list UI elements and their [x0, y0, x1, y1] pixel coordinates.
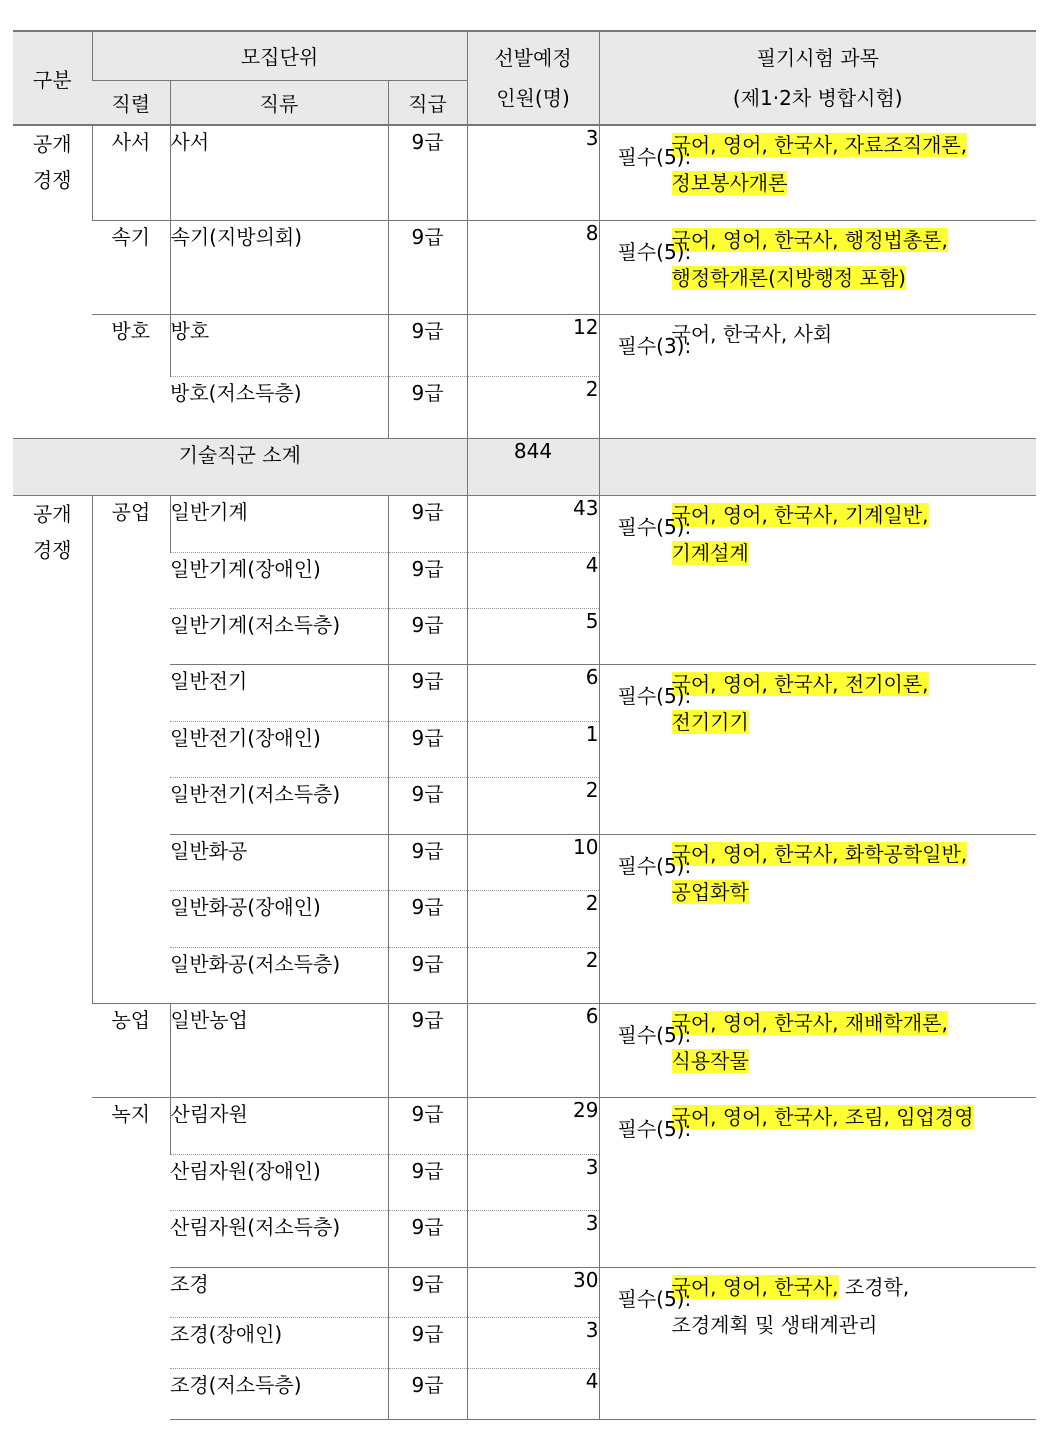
subject-prefix: 필수(5): — [617, 1116, 692, 1141]
grade-cell: 9급 — [388, 1154, 467, 1210]
subject-highlight: 공업화학 — [671, 879, 749, 904]
header-count-line1: 선발예정 — [494, 46, 572, 70]
count-cell: 3 — [467, 1210, 599, 1267]
grade-cell: 9급 — [388, 1368, 467, 1419]
subject-highlight: 전기기기 — [671, 709, 749, 734]
subject-cell — [599, 1097, 1036, 1267]
grade-cell: 9급 — [388, 834, 467, 890]
category-cell: 일반전기 — [170, 664, 388, 721]
header-unit: 모집단위 — [92, 31, 467, 80]
series-cell: 농업 — [92, 1003, 170, 1097]
subject-highlight: 국어, 영어, 한국사, 행정법총론, — [671, 227, 948, 252]
category-cell: 일반농업 — [170, 1003, 388, 1097]
count-cell: 29 — [467, 1097, 599, 1154]
gubun-line1: 공개 — [32, 501, 72, 526]
subject-text: 국어, 한국사, 사회 — [671, 321, 833, 346]
grade-cell: 9급 — [388, 1003, 467, 1097]
subject-cell — [599, 1267, 1036, 1419]
category-cell: 조경(장애인) — [170, 1317, 388, 1368]
subject-highlight: 국어, 영어, 한국사, 화학공학일반, — [671, 841, 968, 866]
category-cell: 일반화공(장애인) — [170, 890, 388, 947]
table-row — [13, 1097, 1036, 1154]
subject-prefix: 필수(5): — [617, 853, 692, 878]
gubun-cell — [13, 495, 92, 1419]
subject-highlight: 정보봉사개론 — [671, 171, 788, 195]
subject-prefix: 필수(5): — [617, 145, 692, 169]
grade-cell: 9급 — [388, 1317, 467, 1368]
grade-cell: 9급 — [388, 125, 467, 220]
grade-cell: 9급 — [388, 1210, 467, 1267]
category-cell: 방호 — [170, 314, 388, 376]
category-cell: 방호(저소득층) — [170, 376, 388, 438]
grade-cell: 9급 — [388, 220, 467, 314]
subject-prefix: 필수(5): — [617, 1022, 692, 1047]
subject-text: 조경계획 및 생태계관리 — [671, 1312, 878, 1337]
subject-highlight: 국어, 영어, 한국사, 전기이론, — [671, 671, 929, 696]
header-gubun: 구분 — [13, 31, 92, 125]
gubun-cell — [13, 125, 92, 438]
grade-cell: 9급 — [388, 947, 467, 1003]
series-cell: 사서 — [92, 125, 170, 220]
recruitment-table — [13, 30, 1036, 1420]
series-cell: 방호 — [92, 314, 170, 438]
grade-cell: 9급 — [388, 721, 467, 777]
subject-prefix: 필수(5): — [617, 683, 692, 708]
subject-cell — [599, 495, 1036, 664]
header-subject-line1: 필기시험 과목 — [756, 46, 879, 70]
count-cell: 43 — [467, 495, 599, 552]
gubun-line2: 경쟁 — [32, 537, 72, 562]
subject-prefix: 필수(5): — [617, 514, 692, 539]
count-cell: 1 — [467, 721, 599, 777]
count-cell: 6 — [467, 664, 599, 721]
category-cell: 일반기계(저소득층) — [170, 608, 388, 664]
count-cell: 3 — [467, 1154, 599, 1210]
grade-cell: 9급 — [388, 608, 467, 664]
count-cell: 4 — [467, 552, 599, 608]
table-row — [13, 125, 1036, 220]
series-cell: 녹지 — [92, 1097, 170, 1419]
count-cell: 3 — [467, 1317, 599, 1368]
subtotal-count: 844 — [467, 438, 599, 495]
grade-cell: 9급 — [388, 664, 467, 721]
subject-highlight: 국어, 영어, 한국사, 조림, 임업경영 — [671, 1104, 974, 1129]
count-cell: 3 — [467, 125, 599, 220]
grade-cell: 9급 — [388, 376, 467, 438]
header-count-line2: 인원(명) — [496, 86, 570, 110]
subject-cell — [599, 125, 1036, 220]
subject-highlight: 식용작물 — [671, 1048, 749, 1073]
series-cell: 속기 — [92, 220, 170, 314]
category-cell: 일반전기(저소득층) — [170, 777, 388, 834]
count-cell: 10 — [467, 834, 599, 890]
header-series: 직렬 — [92, 80, 170, 125]
header-count — [467, 31, 599, 125]
count-cell: 4 — [467, 1368, 599, 1419]
subject-highlight: 국어, 영어, 한국사, 재배학개론, — [671, 1010, 948, 1035]
subject-cell — [599, 1003, 1036, 1097]
count-cell: 2 — [467, 777, 599, 834]
gubun-line1: 공개 — [32, 132, 72, 156]
category-cell: 조경 — [170, 1267, 388, 1317]
count-cell: 2 — [467, 947, 599, 1003]
grade-cell: 9급 — [388, 1267, 467, 1317]
grade-cell: 9급 — [388, 890, 467, 947]
category-cell: 산림자원(저소득층) — [170, 1210, 388, 1267]
table-row — [13, 1003, 1036, 1097]
subject-cell — [599, 314, 1036, 438]
table-row — [13, 220, 1036, 314]
count-cell: 6 — [467, 1003, 599, 1097]
count-cell: 2 — [467, 890, 599, 947]
category-cell: 일반화공(저소득층) — [170, 947, 388, 1003]
subtotal-empty — [599, 438, 1036, 495]
grade-cell: 9급 — [388, 314, 467, 376]
gubun-line2: 경쟁 — [32, 168, 72, 192]
category-cell: 산림자원(장애인) — [170, 1154, 388, 1210]
series-cell: 공업 — [92, 495, 170, 1003]
count-cell: 12 — [467, 314, 599, 376]
grade-cell: 9급 — [388, 1097, 467, 1154]
count-cell: 8 — [467, 220, 599, 314]
category-cell: 일반기계(장애인) — [170, 552, 388, 608]
subtotal-row — [13, 438, 1036, 495]
subject-cell — [599, 664, 1036, 834]
table-row — [13, 314, 1036, 376]
grade-cell: 9급 — [388, 777, 467, 834]
category-cell: 일반기계 — [170, 495, 388, 552]
grade-cell: 9급 — [388, 552, 467, 608]
category-cell: 일반전기(장애인) — [170, 721, 388, 777]
category-cell: 조경(저소득층) — [170, 1368, 388, 1419]
subject-prefix: 필수(3): — [617, 333, 692, 358]
count-cell: 2 — [467, 376, 599, 438]
count-cell: 30 — [467, 1267, 599, 1317]
subject-cell — [599, 834, 1036, 1003]
subject-highlight: 국어, 영어, 한국사, 기계일반, — [671, 502, 929, 527]
table-row — [13, 495, 1036, 552]
header-grade: 직급 — [388, 80, 467, 125]
subject-text: 조경학, — [838, 1274, 910, 1299]
count-cell: 5 — [467, 608, 599, 664]
category-cell: 산림자원 — [170, 1097, 388, 1154]
category-cell: 사서 — [170, 125, 388, 220]
subject-highlight: 행정학개론(지방행정 포함) — [671, 265, 906, 290]
grade-cell: 9급 — [388, 495, 467, 552]
header-subject — [599, 31, 1036, 125]
category-cell: 속기(지방의회) — [170, 220, 388, 314]
subject-highlight: 국어, 영어, 한국사, — [671, 1274, 839, 1299]
subject-highlight: 국어, 영어, 한국사, 자료조직개론, — [671, 133, 968, 157]
subtotal-label: 기술직군 소계 — [13, 438, 467, 495]
subject-highlight: 기계설계 — [671, 540, 749, 565]
subject-prefix: 필수(5): — [617, 1286, 692, 1311]
header-category: 직류 — [170, 80, 388, 125]
category-cell: 일반화공 — [170, 834, 388, 890]
header-subject-line2: (제1·2차 병합시험) — [732, 86, 903, 110]
subject-prefix: 필수(5): — [617, 239, 692, 264]
subject-cell — [599, 220, 1036, 314]
